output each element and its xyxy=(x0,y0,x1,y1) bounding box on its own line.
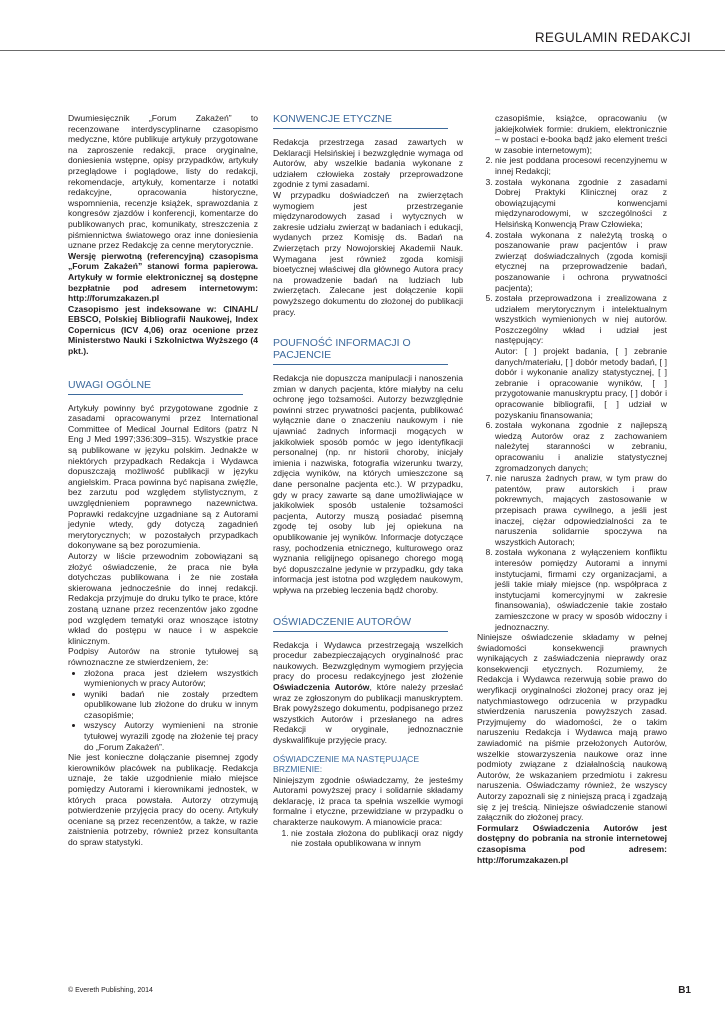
section-heading-confidentiality: POUFNOŚĆ INFORMACJI O PACJENCIE xyxy=(273,337,448,365)
copyright: © Evereth Publishing, 2014 xyxy=(68,987,153,994)
section-heading-declaration: OŚWIADCZENIE AUTORÓW xyxy=(273,616,448,632)
list-item: 2. nie jest poddana procesowi recenzyjnemu w innej Redakcji; xyxy=(495,155,667,176)
list-item: 1. nie została złożona do publikacji oraz nigdy nie została opublikowana w innym xyxy=(291,828,463,849)
declaration-closing-paragraph: Niniejsze oświadczenie składamy w pełnej świadomości konsekwencji prawnych wynikających z zaświadczenia nieprawdy oraz konsekwencji etycznych. Rozumiemy, że Redakcja i Wydawca rezerwują sobie prawo do weryfikacji oryginalności złożonej pracy oraz jej natychmiastowego odrzucenia w przypadku stwierdzenia naruszenia powyższych zasad. Przyjmujemy do wiadomości, że o takim naruszeniu Redakcja i Wydawca mają prawo zawiadomić na piśmie przełożonych Autorów, wszelkie stowarzyszenia naukowe oraz inne podmioty związane z działalnością naukową Autorów, że wskazaniem przedmiotu i zakresu naruszenia. Oświadczamy również, że wszyscy Autorzy zapoznali się z niniejszą pracą i zgadzają się z jej treścią. Niniejsze oświadczenie stanowi załącznik do złożonej pracy. xyxy=(477,632,667,823)
header-title: REGULAMIN REDAKCJI xyxy=(534,30,691,45)
list-item: 4. została wykonana z należytą troską o poszanowanie praw pacjentów i praw zwierząt doświadczalnych (zgoda komisji etycznej na przeprowadzenie badań, poszanowanie i ochrona prywatności pacjenta); xyxy=(495,230,667,294)
list-item: • wyniki badań nie zostały przedtem opublikowane lub złożone do druku w innym czasopiśmie; xyxy=(84,689,258,721)
general-paragraph-4: Nie jest konieczne dołączanie pisemnej zgody kierowników placówek na publikację. Redakcja uznaje, że takie uzgodnienie miało miejsce pomiędzy Autorami i kierownikami jednostek, w których praca powstała. Autorzy otrzymują potwierdzenie przyjęcia pracy do oceny. Artykuły oceniane są przez recenzentów, a także, w razie zaistnienia potrzeby, również przez konsultanta do spraw statystyki. xyxy=(68,752,258,847)
list-item: 5. została przeprowadzona i zrealizowana z udziałem merytorycznym i intelektualnym wszystkich wymienionych w niej autorów. Poszczególny wkład i udział jest następujący: Autor: [ ] projekt badania, [ ] zebranie danych/materiału, [ ] dobór metody badań, [ ] dobór i wykonanie analizy statystycznej, [ ] zebranie i opracowanie wyników, [ ] przygotowanie manuskryptu pracy, [ ] dobór i opracowanie bibliografii, [ ] udział w pozyskaniu finansowania; xyxy=(495,293,667,420)
reference-version-note: Wersję pierwotną (referencyjną) czasopisma „Forum Zakażeń” stanowi forma papierowa. Artykuły w formie elektronicznej są dostępne bezpłatnie pod adresem internetowym: http://forumzakazen.pl xyxy=(68,250,258,304)
list-item: 7. nie narusza żadnych praw, w tym praw do patentów, praw autorskich i praw pokrewnych, mających zastosowanie w przepisach prawa cywilnego, a jeśli jest inaczej, ciężar odpowiedzialności za te naruszenia solidarnie spoczywa na wszystkich Autorach; xyxy=(495,473,667,547)
section-heading-general: UWAGI OGÓLNE xyxy=(68,379,243,395)
general-paragraph-2: Autorzy w liście przewodnim zobowiązani są złożyć oświadczenie, że praca nie była dotychczas publikowana i że nie została skierowana jednocześnie do innej redakcji. Redakcja przyjmuje do druku tylko te prace, które zostaną uznane przez recenzentów jako zgodne pod względem tematyki oraz wnoszące istotny wkład do postępu w nauce i w aspekcie klinicznym. xyxy=(68,550,258,646)
list-item: 6. została wykonana zgodnie z najlepszą wiedzą Autorów oraz z zachowaniem należytej staranności w zebraniu, opracowaniu i analizie statystycznej zgromadzonych danych; xyxy=(495,420,667,473)
general-paragraph-1: Artykuły powinny być przygotowane zgodnie z zasadami opracowanymi przez International Committee of Medical Journal Editors (patrz N Eng J Med 1997;336:309–315). Wszystkie prace są publikowane w języku polskim. Jednakże w niektórych przypadkach Redakcja i Wydawca dopuszczają możliwość publikacji w języku angielskim. Praca powinna być napisana zwięźle, bez zarzutu pod względem stylistycznym, z uwzględnieniem poprawnego nazewnictwa. Poprawki redakcyjne uzgadniane są z Autorami jedynie wtedy, gdy dotyczą zagadnień merytorycznych; w pozostałych przypadkach dokonywane są bez porozumienia. xyxy=(68,402,258,551)
confidentiality-paragraph: Redakcja nie dopuszcza manipulacji i nanoszenia zmian w danych pacjenta, które miałyby na celu ochronę jego tożsamości. Autorzy bezwzględnie powinni strzec prywatności pacjenta, publikować wyłącznie dane o znaczeniu naukowym i nie ujawniać żadnych informacji mogących w jakikolwiek sposób pomóc w jego identyfikacji personalnej (np. nr historii choroby, inicjały imienia i nazwiska, fotografia wizerunku twarzy, zdjęcia wyników, na których umieszczone są dane personalne pacjenta etc.). W przypadku, gdy w pracy zawarte są dane umożliwiające w jakikolwiek sposób ustalenie tożsamości pacjenta, Autorzy muszą posiadać pisemną zgodę tej osoby lub jej opiekuna na opublikowanie jej wyników. Informacje dotyczące rasy, pochodzenia etnicznego, kulturowego oraz wyznania religijnego opisanego chorego mogą być dopuszczalne jedynie w przypadku, gdy taka informacja jest istotna pod względem naukowym, wpływa na przebieg leczenia bądź choroby. xyxy=(273,373,463,595)
ethics-paragraph-2: W przypadku doświadczeń na zwierzętach wymogiem jest przestrzeganie międzynarodowych zasad i wytycznych w zakresie udziału zwierząt w badaniach i edukacji, wydanych przez Komisję ds. Badań na Zwierzętach przy Nowojorskiej Akademii Nauk. Wymagana jest również zgoda komisji bioetycznej właściwej dla głównego Autora pracy na prowadzenie badań na ludziach lub zwierzętach. Zalecane jest dołączenie kopii powyższego dokumentu do złożonej do publikacji pracy. xyxy=(273,189,463,317)
list-item-continued: czasopiśmie, książce, opracowaniu (w jakiejkolwiek formie: drukiem, elektronicznie – w postaci e-booka bądź jako element treści w zasobie internetowym); xyxy=(495,113,667,155)
form-download-note: Formularz Oświadczenia Autorów jest dostępny do pobrania na stronie internetowej czasopisma pod adresem: http://forumzakazen.pl xyxy=(477,822,667,865)
general-paragraph-3: Podpisy Autorów na stronie tytułowej są równoznaczne ze stwierdzeniem, że: xyxy=(68,646,258,667)
section-heading-ethics: KONWENCJE ETYCZNE xyxy=(273,113,448,129)
list-item: • wszyscy Autorzy wymienieni na stronie tytułowej wyrazili zgodę na złożenie tej pracy do „Forum Zakażeń”. xyxy=(84,720,258,752)
list-item: 8. została wykonana z wyłączeniem konfliktu interesów pomiędzy Autorami a innymi instytucjami, firmami czy organizacjami, a jeśli takie miały miejsce (np. współpraca z instytucjami komercyjnymi w zakresie finansowania), oświadczenie takie zostało zamieszczone w pracy w sposób widoczny i jednoznaczny. xyxy=(495,547,667,632)
header-rule xyxy=(0,50,725,51)
declaration-paragraph-1: Redakcja i Wydawca przestrzegają wszelkich procedur zabezpieczających oryginalność prac naukowych. Bezwzględnym wymogiem przyjęcia pracy do procesu redakcyjnego jest złożenie Oświadczenia Autorów, które należy przesłać wraz ze zgłoszonym do publikacji manuskryptem. Brak powyższego dokumentu, podpisanego przez wszystkich Autorów i przesłanego na adres Redakcji w oryginale, jednoznacznie dyskwalifikuje przyjęcie pracy. xyxy=(273,639,463,745)
ethics-paragraph-1: Redakcja przestrzega zasad zawartych w Deklaracji Helsińskiej i bezwzględnie wymaga od Autorów, aby wszelkie badania wykonane z udziałem człowieka zostały przeprowadzone zgodnie z tymi zasadami. xyxy=(273,137,463,190)
column-left xyxy=(68,113,258,848)
indexing-note: Czasopismo jest indeksowane w: CINAHL/ EBSCO, Polskiej Bibliografii Naukowej, Index Copernicus (ICV 4,06) oraz ocenione przez Ministerstwo Nauki i Szkolnictwa Wyższego (4 pkt.). xyxy=(68,303,258,357)
declaration-list-continued xyxy=(477,155,667,632)
page-header xyxy=(0,0,725,56)
declaration-paragraph-2: Niniejszym zgodnie oświadczamy, że jesteśmy Autorami powyższej pracy i solidarnie składamy deklarację, iż praca ta spełnia wszelkie wymogi formalne i etyczne, przewidziane w przypadku o charakterze naukowym. A mianowicie praca: xyxy=(273,774,463,828)
column-right xyxy=(477,113,667,865)
intro-paragraph: Dwumiesięcznik „Forum Zakażeń” to recenzowane interdyscyplinarne czasopismo medyczne, które publikuje artykuły przygotowane na zaproszenie redakcji, prace oryginalne, doniesienia wstępne, opisy przypadków, artykuły przeglądowe i poglądowe, listy do redakcji, rekomendacje, artykuły, komentarze i notatki redakcyjne, opracowania historyczne, wspomnienia, recenzje książek, sprawozdania z kongresów zjazdów i konferencji, komentarze do publikowanych prac, komunikaty, streszczenia z piśmiennictwa światowego oraz inne doniesienia uznane przez Redakcję za cenne merytorycznie. xyxy=(68,113,258,251)
column-middle xyxy=(273,113,463,849)
signature-bullets xyxy=(68,668,258,753)
declaration-list-start xyxy=(273,828,463,849)
page-number: B1 xyxy=(678,985,691,996)
list-item: • złożona praca jest dziełem wszystkich wymienionych w pracy Autorów; xyxy=(84,668,258,689)
declaration-subheading: OŚWIADCZENIE MA NASTĘPUJĄCE BRZMIENIE: xyxy=(273,753,420,775)
list-item: 3. została wykonana zgodnie z zasadami Dobrej Praktyki Klinicznej oraz z obowiązującymi konwencjami międzynarodowymi, w szczególności z Helsińską Konwencją Praw Człowieka; xyxy=(495,177,667,230)
